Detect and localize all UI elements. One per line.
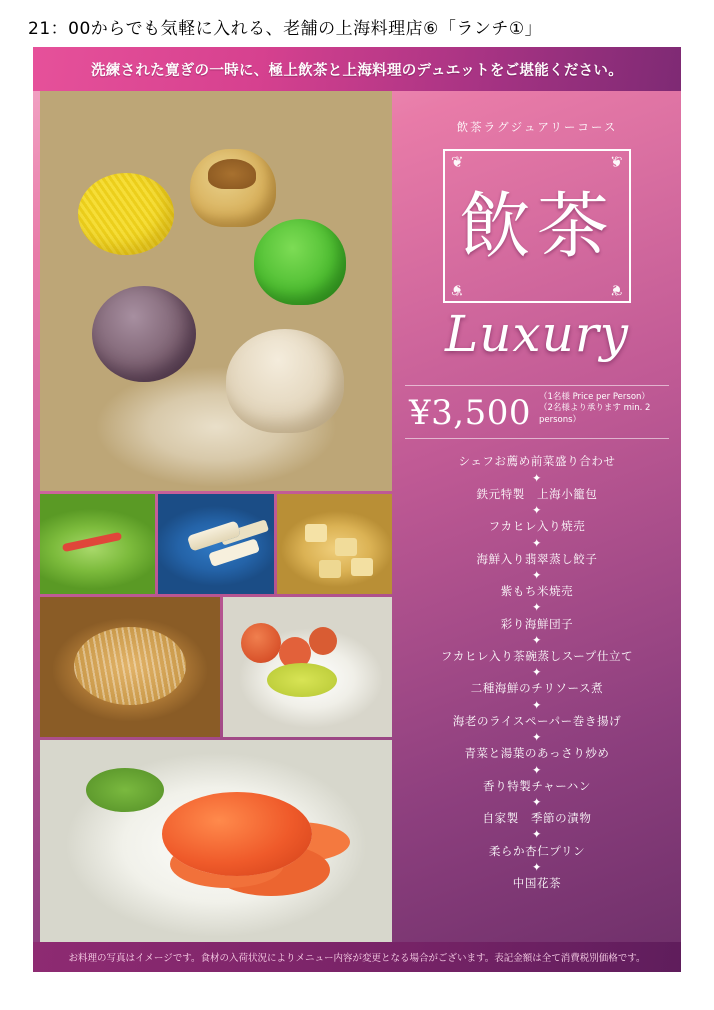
course-item: 海鮮入り翡翠蒸し餃子 <box>476 551 598 566</box>
flyer-footer <box>33 942 681 972</box>
photo-tofu-fried-rice <box>277 494 392 594</box>
logo-script: Luxury <box>445 305 629 363</box>
course-separator-icon: ✦ <box>531 503 543 518</box>
course-separator-icon: ✦ <box>531 697 543 712</box>
photo-green-vegetable-salad <box>40 494 155 594</box>
course-item: 海老のライスペーパー巻き揚げ <box>452 713 622 728</box>
course-separator-icon: ✦ <box>531 567 543 582</box>
course-separator-icon: ✦ <box>531 827 543 842</box>
course-list <box>405 455 669 890</box>
course-item: 自家製 季節の漬物 <box>482 811 592 826</box>
dim-sum-xiaolongbao <box>226 329 344 433</box>
dim-sum-purple-rice-ball <box>92 286 196 382</box>
photo-shark-fin-soup-clay-pot <box>40 597 220 737</box>
course-item: 中国花茶 <box>512 876 562 891</box>
course-separator-icon: ✦ <box>531 762 543 777</box>
course-item: フカヒレ入り茶碗蒸しスープ仕立て <box>440 649 634 664</box>
photo-gallery <box>40 91 392 942</box>
price-amount: ¥3,500 <box>409 393 531 434</box>
menu-flyer <box>33 47 681 972</box>
photo-sweet-and-sour-shrimp <box>40 740 392 942</box>
flourish-ornament-icon: ❦ <box>610 281 623 299</box>
flyer-banner <box>33 47 681 91</box>
course-separator-icon: ✦ <box>531 730 543 745</box>
photo-spring-rolls-blue-plate <box>158 494 273 594</box>
course-kicker: 飲茶ラグジュアリーコース <box>456 120 618 134</box>
flyer-banner-text: 洗練された寛ぎの一時に、極上飲茶と上海料理のデュエットをご堪能ください。 <box>90 62 624 79</box>
price-note-per-person: （1名様 Price per Person） <box>538 392 650 402</box>
course-item: 彩り海鮮団子 <box>500 616 574 631</box>
course-separator-icon: ✦ <box>531 632 543 647</box>
flyer-footer-text: お料理の写真はイメージです。食材の入荷状況によりメニュー内容が変更となる場合がございます。表記金額は全て消費税別価格です。 <box>68 953 646 964</box>
course-item: 青菜と湯葉のあっさり炒め <box>464 746 610 761</box>
course-item: 鉄元特製 上海小籠包 <box>476 486 598 501</box>
course-item: フカヒレ入り焼売 <box>488 519 586 534</box>
dim-sum-jade-dumpling <box>254 219 346 305</box>
photo-row-middle <box>40 494 392 594</box>
price-notes <box>539 392 665 430</box>
dim-sum-egg-noodle-ball <box>78 173 174 255</box>
course-item: 香り特製チャーハン <box>483 778 591 793</box>
photo-steamer-dim-sum-assortment <box>40 91 392 491</box>
photo-shrimp-appetizer-plate <box>223 597 392 737</box>
dim-sum-shumai <box>190 149 276 227</box>
course-separator-icon: ✦ <box>531 535 543 550</box>
course-separator-icon: ✦ <box>531 470 543 485</box>
price-block <box>405 385 669 439</box>
course-separator-icon: ✦ <box>531 859 543 874</box>
flourish-ornament-icon: ❦ <box>451 281 464 299</box>
course-separator-icon: ✦ <box>531 795 543 809</box>
photo-row-lower <box>40 597 392 737</box>
course-separator-icon: ✦ <box>531 600 543 615</box>
price-note-minimum: （2名様より承ります min. 2 persons） <box>538 403 651 425</box>
flourish-ornament-icon: ❦ <box>610 153 623 171</box>
menu-panel <box>399 91 675 942</box>
course-item: 二種海鮮のチリソース煮 <box>470 681 604 696</box>
yumcha-logo-box <box>443 149 631 303</box>
course-item: 柔らか杏仁プリン <box>488 843 586 858</box>
flourish-ornament-icon: ❦ <box>451 153 464 171</box>
course-item: シェフお薦め前菜盛り合わせ <box>458 454 616 469</box>
course-separator-icon: ✦ <box>531 665 543 680</box>
course-item: 紫もち米焼売 <box>500 584 574 599</box>
page-title: 21：00からでも気軽に入れる、老舗の上海料理店⑥「ランチ①」 <box>28 19 543 39</box>
logo-kanji: 飲茶 <box>458 184 615 268</box>
